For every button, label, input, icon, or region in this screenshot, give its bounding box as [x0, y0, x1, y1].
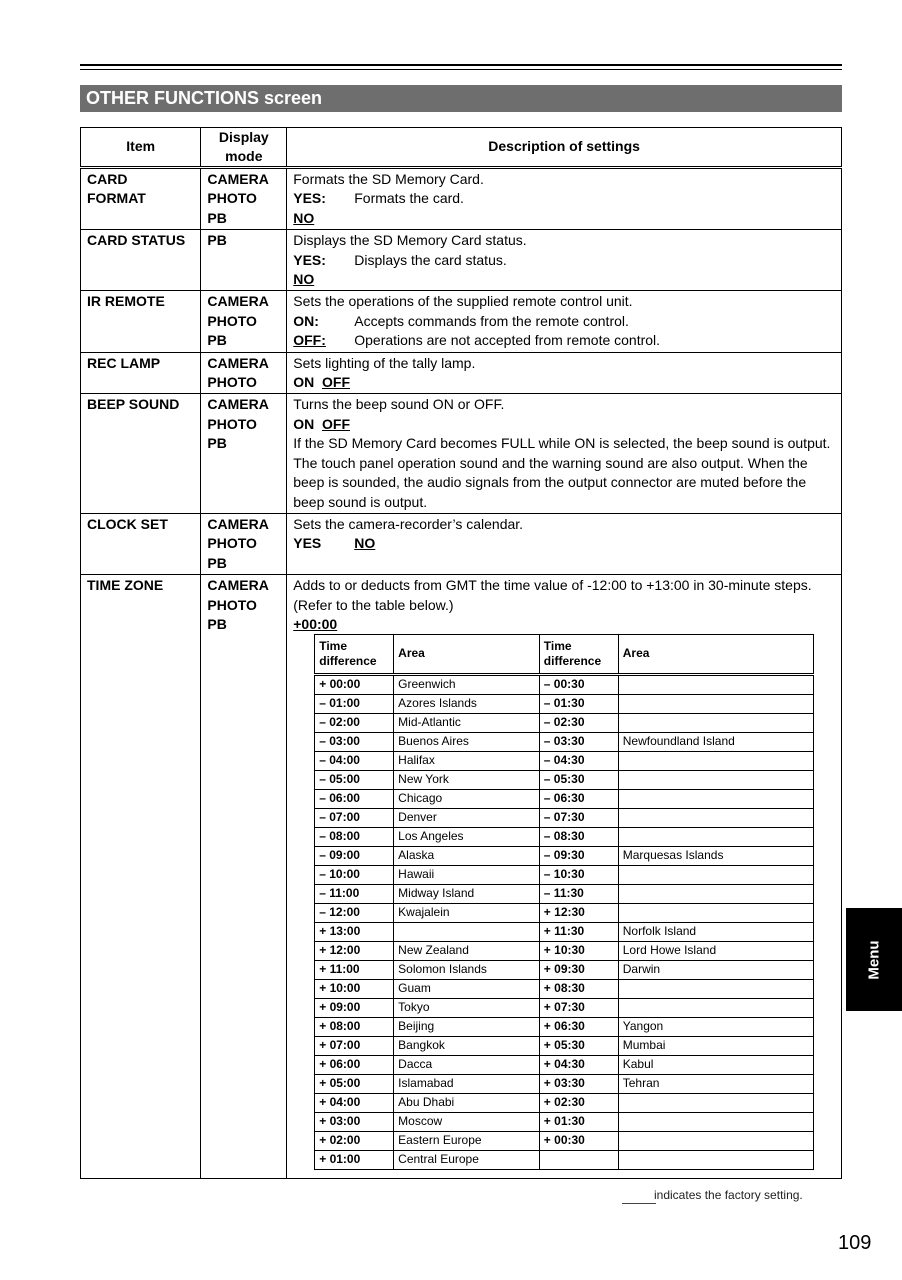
tz-row — [315, 961, 814, 980]
tz-row — [315, 1018, 814, 1037]
desc-intro: Sets the operations of the supplied remote control unit. — [293, 293, 633, 310]
tz-time-diff: + 02:30 — [539, 1094, 618, 1113]
side-tab-label: Menu — [865, 939, 883, 980]
option-text: Operations are not accepted from remote control. — [354, 332, 661, 349]
tz-time-diff: + 01:00 — [315, 1151, 394, 1170]
top-rule-thin — [80, 69, 842, 70]
tz-time-diff: + 07:30 — [539, 999, 618, 1018]
header-item: Item — [81, 128, 201, 168]
settings-table — [80, 127, 842, 1179]
tz-time-diff: + 09:00 — [315, 999, 394, 1018]
tz-area — [618, 771, 814, 790]
tz-time-diff: + 12:00 — [315, 942, 394, 961]
table-row — [81, 230, 842, 291]
tz-time-diff: + 02:00 — [315, 1132, 394, 1151]
option-text: Displays the card status. — [354, 251, 507, 268]
tz-time-diff: – 07:30 — [539, 809, 618, 828]
tz-area: New York — [394, 771, 540, 790]
tz-time-diff: – 01:30 — [539, 695, 618, 714]
tz-area: Kabul — [618, 1056, 814, 1075]
tz-time-diff: – 05:00 — [315, 771, 394, 790]
tz-time-diff: + 06:00 — [315, 1056, 394, 1075]
tz-area — [618, 714, 814, 733]
tz-time-diff: + 12:30 — [539, 904, 618, 923]
tz-row — [315, 695, 814, 714]
tz-time-diff: + 01:30 — [539, 1113, 618, 1132]
tz-area: Buenos Aires — [394, 733, 540, 752]
tz-time-diff: – 11:30 — [539, 885, 618, 904]
header-desc: Description of settings — [287, 128, 842, 168]
tz-time-diff: + 05:00 — [315, 1075, 394, 1094]
header-mode: Display mode — [201, 128, 287, 168]
mode-beep-sound: CAMERA PHOTO PB — [201, 394, 287, 513]
tz-time-diff: – 12:00 — [315, 904, 394, 923]
tz-header-diff: Time difference — [539, 635, 618, 675]
option-text: Formats the card. — [354, 190, 464, 207]
tz-area: Azores Islands — [394, 695, 540, 714]
timezone-table — [314, 634, 814, 1170]
desc-intro: Sets lighting of the tally lamp. — [293, 354, 476, 371]
tz-row — [315, 1037, 814, 1056]
tz-time-diff: + 05:30 — [539, 1037, 618, 1056]
tz-row — [315, 847, 814, 866]
tz-header-area: Area — [394, 635, 540, 675]
legend-underline — [622, 1203, 656, 1204]
desc-rec-lamp — [287, 352, 842, 394]
tz-area: Beijing — [394, 1018, 540, 1037]
tz-area: Los Angeles — [394, 828, 540, 847]
tz-area — [618, 1151, 814, 1170]
tz-row — [315, 828, 814, 847]
tz-time-diff: – 06:00 — [315, 790, 394, 809]
tz-row — [315, 885, 814, 904]
tz-area — [618, 885, 814, 904]
tz-row — [315, 904, 814, 923]
tz-area — [618, 904, 814, 923]
tz-area: Tokyo — [394, 999, 540, 1018]
tz-time-diff: – 02:30 — [539, 714, 618, 733]
tz-header-area: Area — [618, 635, 814, 675]
tz-area: Marquesas Islands — [618, 847, 814, 866]
tz-area: Chicago — [394, 790, 540, 809]
tz-area: Midway Island — [394, 885, 540, 904]
tz-time-diff: + 00:00 — [315, 675, 394, 695]
mode-card-status: PB — [201, 230, 287, 291]
tz-row — [315, 1151, 814, 1170]
tz-area — [618, 752, 814, 771]
desc-card-status — [287, 230, 842, 291]
tz-time-diff: + 09:30 — [539, 961, 618, 980]
desc-intro: Displays the SD Memory Card status. — [293, 232, 527, 249]
tz-time-diff: + 11:00 — [315, 961, 394, 980]
desc-intro: Formats the SD Memory Card. — [293, 171, 484, 187]
tz-time-diff: – 03:30 — [539, 733, 618, 752]
tz-time-diff: – 06:30 — [539, 790, 618, 809]
factory-setting-legend: indicates the factory setting. — [654, 1188, 803, 1202]
tz-time-diff: + 08:00 — [315, 1018, 394, 1037]
item-rec-lamp: REC LAMP — [81, 352, 201, 394]
tz-time-diff: + 10:30 — [539, 942, 618, 961]
tz-row — [315, 1132, 814, 1151]
desc-clock-set — [287, 513, 842, 574]
tz-time-diff: – 10:00 — [315, 866, 394, 885]
item-clock-set: CLOCK SET — [81, 513, 201, 574]
tz-area: New Zealand — [394, 942, 540, 961]
tz-area: Norfolk Island — [618, 923, 814, 942]
table-row — [81, 575, 842, 1179]
tz-row — [315, 790, 814, 809]
tz-time-diff: – 04:00 — [315, 752, 394, 771]
tz-time-diff: + 06:30 — [539, 1018, 618, 1037]
desc-card-format — [287, 168, 842, 230]
tz-area: Mumbai — [618, 1037, 814, 1056]
item-ir-remote: IR REMOTE — [81, 291, 201, 352]
tz-area: Central Europe — [394, 1151, 540, 1170]
tz-time-diff: + 03:00 — [315, 1113, 394, 1132]
tz-time-diff: – 09:00 — [315, 847, 394, 866]
tz-area: Yangon — [618, 1018, 814, 1037]
tz-time-diff: – 08:00 — [315, 828, 394, 847]
mode-card-format: CAMERA PHOTO PB — [201, 168, 287, 230]
tz-area — [618, 790, 814, 809]
tz-area: Darwin — [618, 961, 814, 980]
tz-time-diff: – 11:00 — [315, 885, 394, 904]
option-no-default: NO — [293, 271, 315, 288]
item-beep-sound: BEEP SOUND — [81, 394, 201, 513]
table-row — [81, 168, 842, 230]
tz-area: Hawaii — [394, 866, 540, 885]
tz-time-diff: – 01:00 — [315, 695, 394, 714]
tz-area — [618, 980, 814, 999]
tz-area: Mid-Atlantic — [394, 714, 540, 733]
desc-ir-remote — [287, 291, 842, 352]
desc-intro: Adds to or deducts from GMT the time value of -12:00 to +13:00 in 30-minute steps. (Refer to the table below.) — [293, 577, 812, 613]
mode-ir-remote: CAMERA PHOTO PB — [201, 291, 287, 352]
tz-time-diff: + 04:00 — [315, 1094, 394, 1113]
desc-intro: Turns the beep sound ON or OFF. — [293, 396, 505, 413]
mode-time-zone: CAMERA PHOTO PB — [201, 575, 287, 1179]
tz-time-diff: – 08:30 — [539, 828, 618, 847]
tz-row — [315, 999, 814, 1018]
tz-time-diff: + 00:30 — [539, 1132, 618, 1151]
tz-area: Moscow — [394, 1113, 540, 1132]
tz-header-diff: Time difference — [315, 635, 394, 675]
tz-row — [315, 1056, 814, 1075]
option-yes: YES — [293, 535, 322, 552]
tz-row — [315, 809, 814, 828]
table-row — [81, 291, 842, 352]
tz-row — [315, 771, 814, 790]
tz-area: Solomon Islands — [394, 961, 540, 980]
tz-area — [618, 1094, 814, 1113]
tz-area — [618, 999, 814, 1018]
tz-area — [618, 695, 814, 714]
tz-row — [315, 675, 814, 695]
desc-beep-sound — [287, 394, 842, 513]
tz-time-diff: – 10:30 — [539, 866, 618, 885]
tz-area — [618, 866, 814, 885]
tz-area: Kwajalein — [394, 904, 540, 923]
item-card-status: CARD STATUS — [81, 230, 201, 291]
option-no-default: NO — [354, 535, 376, 552]
tz-area: Greenwich — [394, 675, 540, 695]
tz-time-diff: + 04:30 — [539, 1056, 618, 1075]
option-on: ON — [293, 374, 315, 391]
tz-time-diff: – 02:00 — [315, 714, 394, 733]
tz-area: Lord Howe Island — [618, 942, 814, 961]
tz-time-diff: + 08:30 — [539, 980, 618, 999]
tz-row — [315, 1113, 814, 1132]
desc-intro: Sets the camera-recorder’s calendar. — [293, 515, 524, 532]
tz-row — [315, 980, 814, 999]
tz-time-diff: – 07:00 — [315, 809, 394, 828]
tz-time-diff: + 10:00 — [315, 980, 394, 999]
option-default: +00:00 — [293, 615, 338, 632]
tz-time-diff: – 00:30 — [539, 675, 618, 695]
tz-area: Bangkok — [394, 1037, 540, 1056]
tz-time-diff: – 05:30 — [539, 771, 618, 790]
tz-time-diff: – 09:30 — [539, 847, 618, 866]
tz-row — [315, 752, 814, 771]
item-time-zone: TIME ZONE — [81, 575, 201, 1179]
tz-row — [315, 1094, 814, 1113]
tz-time-diff: – 03:00 — [315, 733, 394, 752]
tz-row — [315, 866, 814, 885]
tz-time-diff: + 03:30 — [539, 1075, 618, 1094]
option-yes — [293, 251, 835, 270]
tz-area — [618, 1132, 814, 1151]
tz-time-diff: – 04:30 — [539, 752, 618, 771]
tz-area: Eastern Europe — [394, 1132, 540, 1151]
option-on — [293, 312, 835, 331]
tz-area: Tehran — [618, 1075, 814, 1094]
desc-time-zone — [287, 575, 842, 1179]
tz-area: Dacca — [394, 1056, 540, 1075]
tz-area: Islamabad — [394, 1075, 540, 1094]
tz-row — [315, 923, 814, 942]
desc-note: If the SD Memory Card becomes FULL while ON is selected, the beep sound is output. The touch panel operation sound and the warning sound are also output. When the beep is sounded, the audio signals from the output connector are muted before the beep sound is output. — [293, 435, 831, 510]
tz-area: Newfoundland Island — [618, 733, 814, 752]
table-row — [81, 352, 842, 394]
tz-area — [618, 809, 814, 828]
option-key: YES: — [293, 190, 326, 207]
tz-time-diff — [539, 1151, 618, 1170]
tz-area: Guam — [394, 980, 540, 999]
option-text: Accepts commands from the remote control. — [354, 312, 629, 329]
page-number: 109 — [838, 1232, 872, 1254]
tz-row — [315, 714, 814, 733]
option-off — [293, 331, 835, 350]
option-no-default: NO — [293, 209, 315, 226]
table-row — [81, 394, 842, 513]
tz-row — [315, 733, 814, 752]
tz-row — [315, 942, 814, 961]
tz-area — [394, 923, 540, 942]
table-row — [81, 513, 842, 574]
tz-time-diff: + 13:00 — [315, 923, 394, 942]
tz-row — [315, 1075, 814, 1094]
tz-time-diff: + 07:00 — [315, 1037, 394, 1056]
mode-clock-set: CAMERA PHOTO PB — [201, 513, 287, 574]
option-off-default: OFF — [322, 415, 351, 432]
option-off-default: OFF — [322, 374, 351, 391]
tz-area: Abu Dhabi — [394, 1094, 540, 1113]
option-on: ON — [293, 415, 315, 432]
option-key: YES: — [293, 251, 326, 268]
item-card-format: CARD FORMAT — [81, 168, 201, 230]
tz-area: Halifax — [394, 752, 540, 771]
mode-rec-lamp: CAMERA PHOTO — [201, 352, 287, 394]
tz-area — [618, 675, 814, 695]
option-yes — [293, 189, 835, 208]
header-row — [81, 128, 842, 168]
timezone-header-row — [315, 635, 814, 675]
top-rule — [80, 64, 842, 66]
tz-time-diff: + 11:30 — [539, 923, 618, 942]
option-key: ON: — [293, 312, 319, 329]
tz-area: Denver — [394, 809, 540, 828]
option-key-default: OFF: — [293, 332, 326, 349]
section-title: OTHER FUNCTIONS screen — [80, 85, 842, 112]
tz-area — [618, 1113, 814, 1132]
menu-side-tab — [846, 908, 902, 1011]
tz-area: Alaska — [394, 847, 540, 866]
tz-area — [618, 828, 814, 847]
